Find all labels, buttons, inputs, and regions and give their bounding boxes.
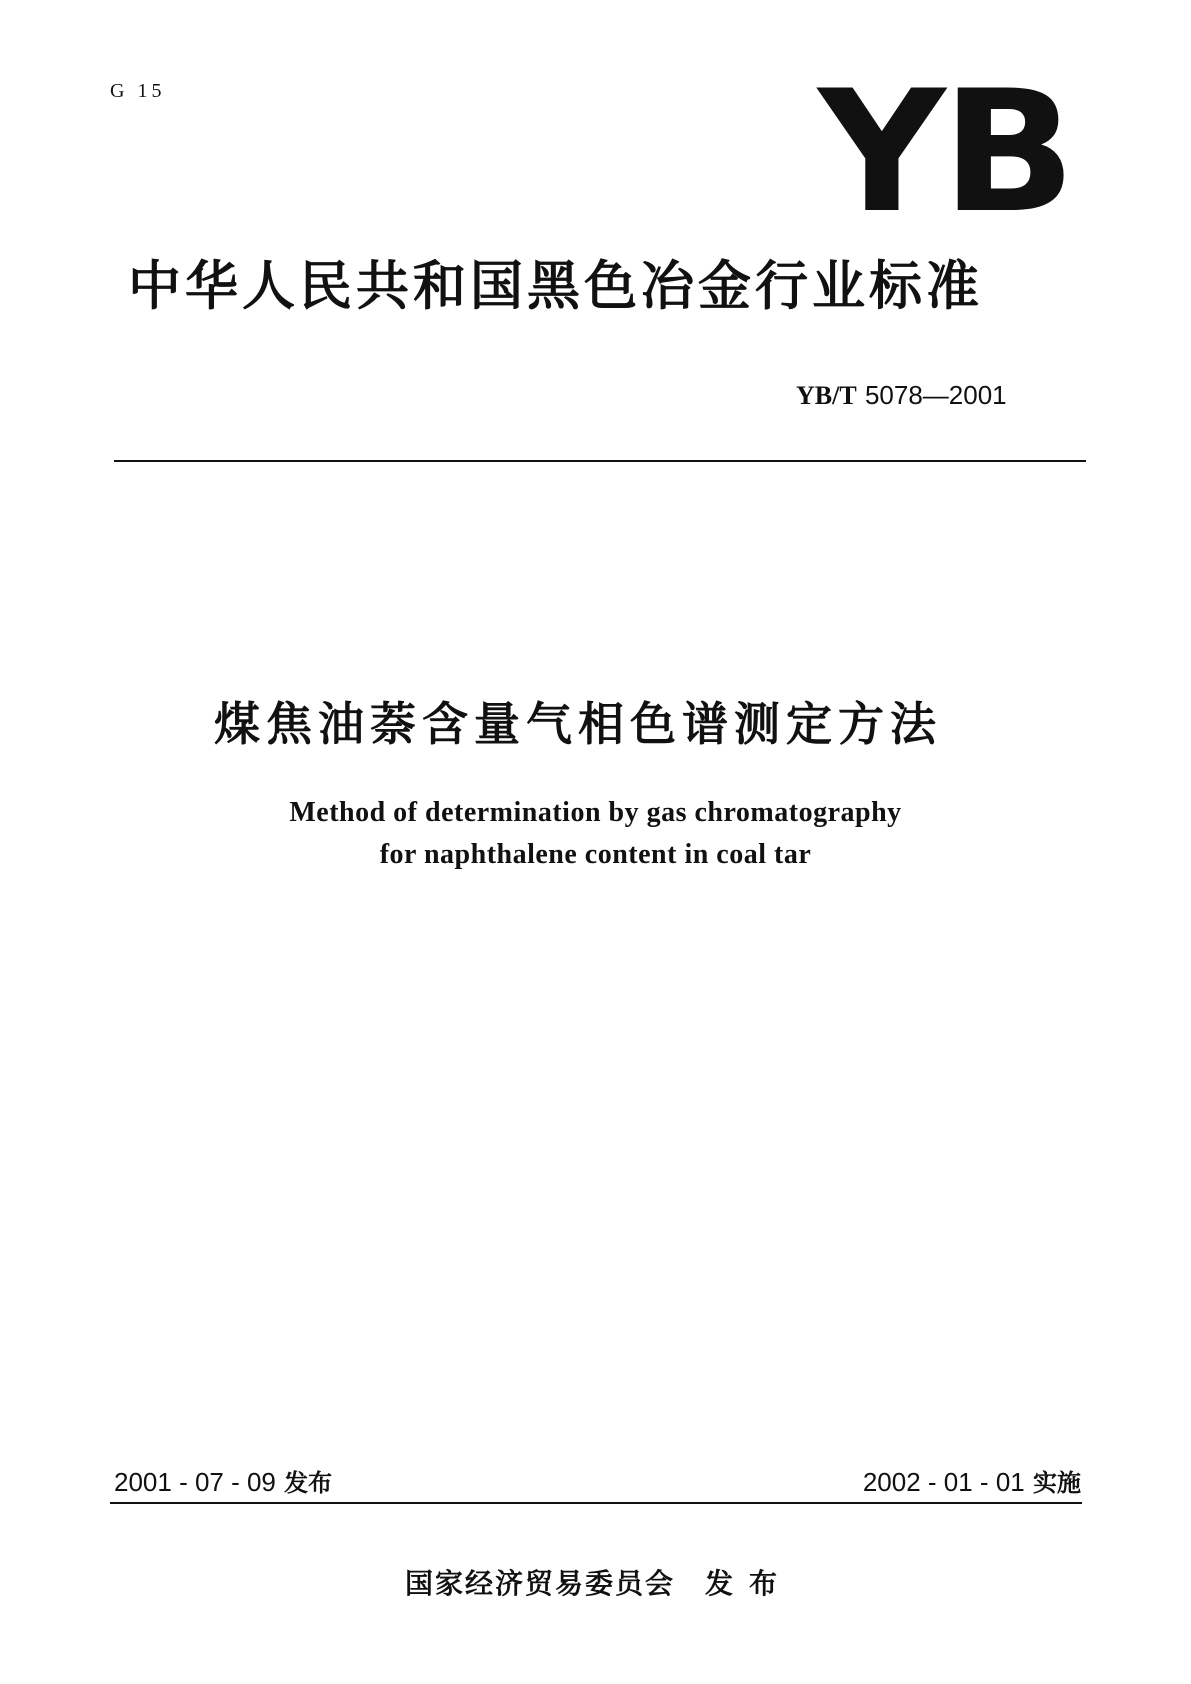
issue-date-value: 2001 - 07 - 09	[114, 1467, 276, 1497]
standard-code: YB/T	[796, 381, 857, 410]
implementation-label: 实施	[1033, 1469, 1081, 1497]
classification-code: G 15	[110, 80, 166, 102]
implementation-date-value: 2002 - 01 - 01	[862, 1467, 1025, 1497]
english-title	[150, 792, 1041, 876]
implementation-date	[863, 1463, 1081, 1498]
issue-date	[114, 1463, 332, 1498]
issue-label: 发布	[284, 1469, 333, 1497]
publisher-name: 国家经济贸易委员会	[405, 1567, 676, 1600]
industry-standard-title: 中华人民共和国黑色冶金行业标准	[128, 256, 983, 317]
bottom-divider	[110, 1502, 1082, 1504]
publisher-line	[405, 1562, 793, 1602]
standard-number	[796, 380, 1007, 411]
english-title-line-1: Method of determination by gas chromatography	[289, 797, 902, 828]
chinese-title: 煤焦油萘含量气相色谱测定方法	[214, 697, 942, 751]
yb-logo: YB	[818, 54, 1072, 250]
top-divider	[114, 460, 1086, 462]
standard-number-value: 5078—2001	[864, 380, 1007, 410]
english-title-line-2: for naphthalene content in coal tar	[379, 839, 812, 870]
publish-label: 发布	[705, 1567, 794, 1600]
